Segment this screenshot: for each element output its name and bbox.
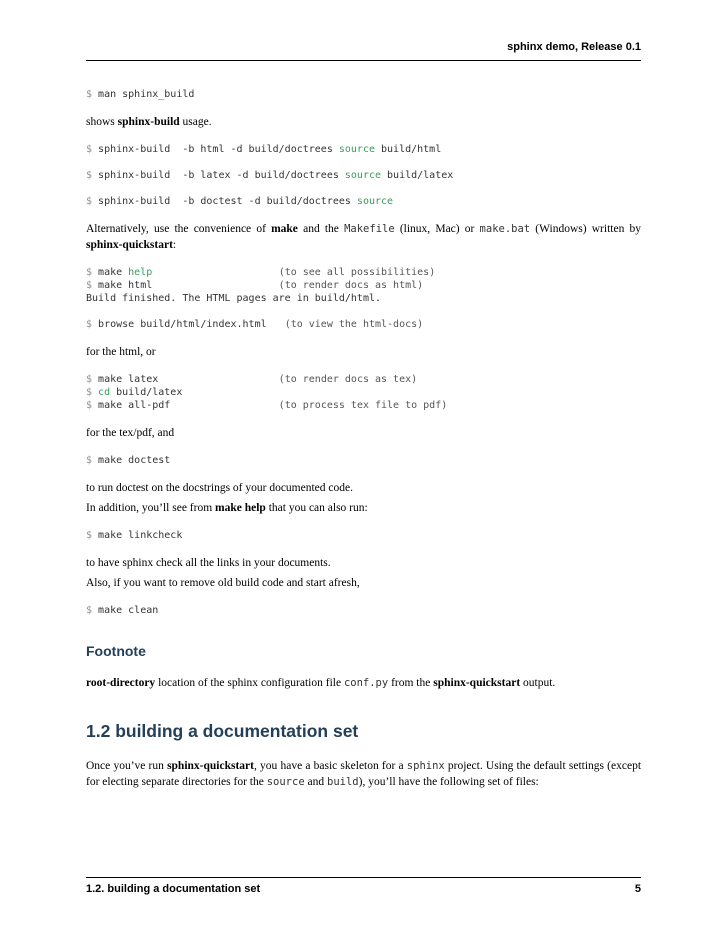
paragraph-run-doctest: to run doctest on the docstrings of your documented code. [86, 482, 353, 494]
paragraph-in-addition: In addition, you’ll see from make help that you can also run: [86, 502, 368, 514]
paragraph-once-youve-run: Once you’ve run sphinx-quickstart, you have a basic skeleton for a sphinx project. Using the default settings (except for electing separate directories for the source and build), you’ll have the following set of files: [86, 760, 642, 788]
footnote-term: root-directory [86, 677, 156, 689]
code-block-linkcheck: $ make linkcheck [86, 530, 183, 541]
code-block-man: $ man sphinx_build [86, 89, 195, 100]
page-footer [86, 877, 641, 894]
paragraph-alternatively: Alternatively, use the convenience of make and the Makefile (linux, Mac) or make.bat (Windows) written by sphinx-quickstart: [86, 223, 641, 251]
code-block-latex: $ sphinx-build -b latex -d build/doctrees source build/latex [86, 170, 454, 181]
paragraph-usage: shows sphinx-build usage. [86, 116, 212, 128]
footer-section-title: 1.2. building a documentation set [86, 883, 261, 895]
code-block-html: $ sphinx-build -b html -d build/doctrees source build/html [86, 144, 442, 155]
footnote-entry: root-directory location of the sphinx configuration file conf.py from the sphinx-quickstart output. [86, 677, 556, 689]
code-block-make-doctest: $ make doctest [86, 455, 171, 466]
paragraph-for-tex: for the tex/pdf, and [86, 427, 175, 439]
code-block-doctest: $ sphinx-build -b doctest -d build/doctrees source [86, 196, 394, 207]
paragraph-remove-old: Also, if you want to remove old build code and start afresh, [86, 577, 360, 589]
page-number: 5 [634, 883, 641, 895]
paragraph-linkcheck: to have sphinx check all the links in your documents. [86, 557, 331, 569]
code-block-make-html: $ make help (to see all possibilities) $ make html (to render docs as html) Build finished. The HTML pages are in build/html. [86, 267, 436, 304]
code-block-browse: $ browse build/html/index.html (to view the html-docs) [86, 319, 424, 330]
section-heading: 1.2 building a documentation set [86, 721, 359, 741]
header-title: sphinx demo, Release 0.1 [507, 41, 641, 53]
page-header [86, 38, 641, 61]
page-content [86, 88, 641, 803]
footnote-heading: Footnote [86, 643, 146, 659]
code-block-make-latex: $ make latex (to render docs as tex) $ cd build/latex $ make all-pdf (to process tex file to pdf) [86, 374, 448, 411]
paragraph-for-html: for the html, or [86, 346, 156, 358]
code-block-make-clean: $ make clean [86, 605, 159, 616]
